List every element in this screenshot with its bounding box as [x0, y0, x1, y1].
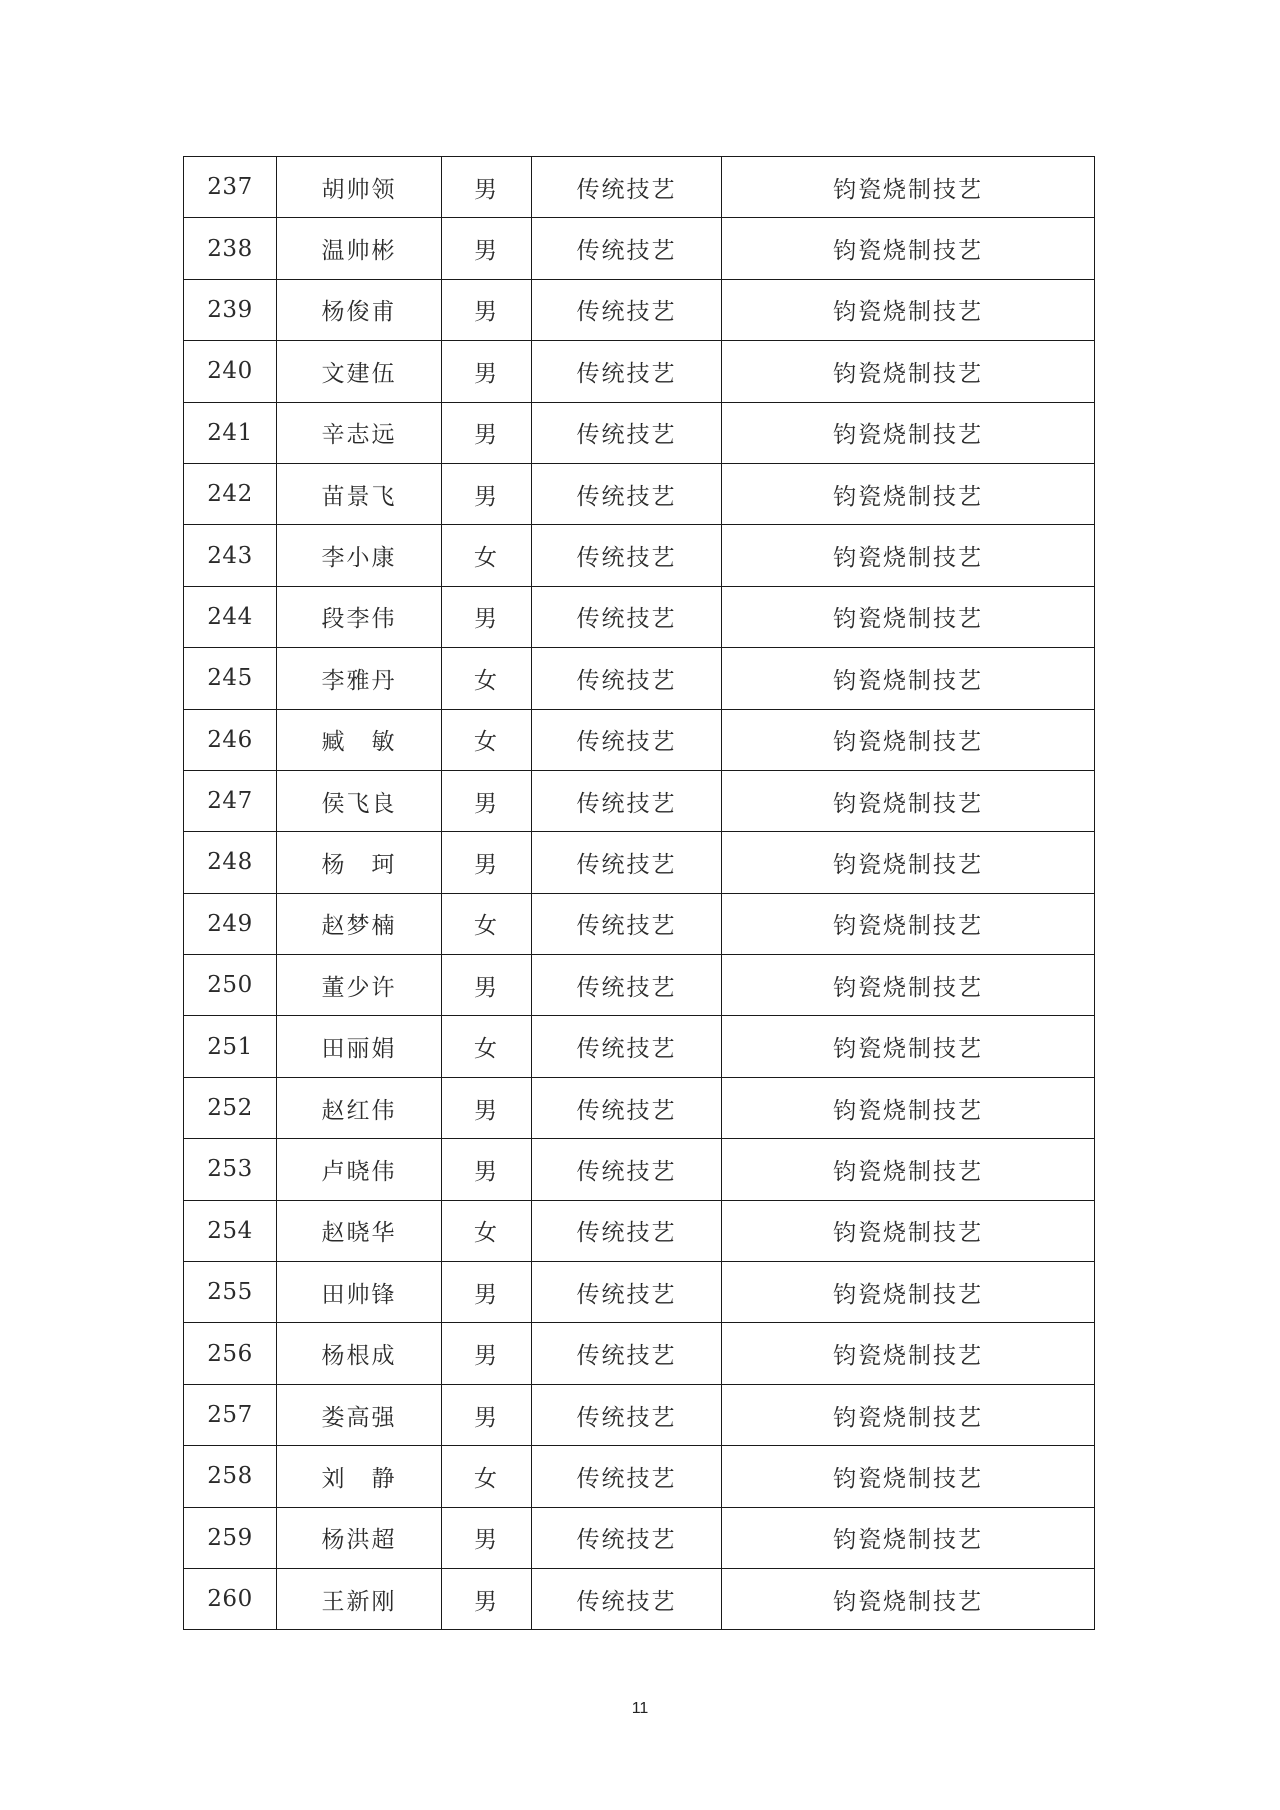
- cell-category: 传统技艺: [532, 218, 722, 279]
- cell-project: 钧瓷烧制技艺: [722, 402, 1095, 463]
- cell-number: 251: [184, 1016, 277, 1077]
- cell-category: 传统技艺: [532, 525, 722, 586]
- cell-gender: 男: [442, 218, 532, 279]
- cell-category: 传统技艺: [532, 1446, 722, 1507]
- cell-project: 钧瓷烧制技艺: [722, 1323, 1095, 1384]
- cell-project: 钧瓷烧制技艺: [722, 955, 1095, 1016]
- cell-project: 钧瓷烧制技艺: [722, 1507, 1095, 1568]
- table-row: [184, 463, 1095, 524]
- cell-name: 文建伍: [277, 341, 442, 402]
- cell-number: 237: [184, 157, 277, 218]
- cell-gender: 女: [442, 709, 532, 770]
- cell-category: 传统技艺: [532, 1507, 722, 1568]
- cell-gender: 男: [442, 402, 532, 463]
- cell-category: 传统技艺: [532, 709, 722, 770]
- cell-project: 钧瓷烧制技艺: [722, 1568, 1095, 1629]
- table-row: [184, 1446, 1095, 1507]
- cell-name: 胡帅领: [277, 157, 442, 218]
- roster-table: [183, 156, 1095, 1630]
- table-row: [184, 955, 1095, 1016]
- table-row: [184, 770, 1095, 831]
- cell-number: 238: [184, 218, 277, 279]
- cell-category: 传统技艺: [532, 832, 722, 893]
- cell-name: 赵梦楠: [277, 893, 442, 954]
- cell-number: 256: [184, 1323, 277, 1384]
- cell-number: 239: [184, 279, 277, 340]
- cell-gender: 男: [442, 279, 532, 340]
- cell-name: 侯飞良: [277, 770, 442, 831]
- cell-name: 董少许: [277, 955, 442, 1016]
- table-row: [184, 1323, 1095, 1384]
- cell-category: 传统技艺: [532, 1262, 722, 1323]
- cell-gender: 女: [442, 1446, 532, 1507]
- cell-number: 253: [184, 1139, 277, 1200]
- cell-number: 240: [184, 341, 277, 402]
- cell-number: 241: [184, 402, 277, 463]
- cell-project: 钧瓷烧制技艺: [722, 709, 1095, 770]
- cell-category: 传统技艺: [532, 893, 722, 954]
- cell-name: 娄高强: [277, 1384, 442, 1445]
- roster-table-body: [184, 157, 1095, 1630]
- cell-category: 传统技艺: [532, 1139, 722, 1200]
- cell-category: 传统技艺: [532, 1016, 722, 1077]
- cell-number: 245: [184, 648, 277, 709]
- table-row: [184, 709, 1095, 770]
- cell-project: 钧瓷烧制技艺: [722, 279, 1095, 340]
- cell-category: 传统技艺: [532, 341, 722, 402]
- table-row: [184, 402, 1095, 463]
- cell-gender: 男: [442, 157, 532, 218]
- cell-gender: 男: [442, 1507, 532, 1568]
- table-row: [184, 341, 1095, 402]
- cell-gender: 男: [442, 1323, 532, 1384]
- cell-gender: 男: [442, 1568, 532, 1629]
- table-row: [184, 1384, 1095, 1445]
- table-row: [184, 1568, 1095, 1629]
- cell-gender: 女: [442, 1016, 532, 1077]
- cell-gender: 男: [442, 1077, 532, 1138]
- table-row: [184, 832, 1095, 893]
- cell-name: 杨洪超: [277, 1507, 442, 1568]
- cell-name: 苗景飞: [277, 463, 442, 524]
- cell-gender: 男: [442, 586, 532, 647]
- cell-number: 257: [184, 1384, 277, 1445]
- table-row: [184, 157, 1095, 218]
- cell-gender: 男: [442, 1139, 532, 1200]
- cell-category: 传统技艺: [532, 1568, 722, 1629]
- table-row: [184, 1262, 1095, 1323]
- cell-category: 传统技艺: [532, 402, 722, 463]
- cell-category: 传统技艺: [532, 1077, 722, 1138]
- table-row: [184, 1139, 1095, 1200]
- page-number: 11: [631, 1700, 649, 1717]
- cell-number: 254: [184, 1200, 277, 1261]
- cell-project: 钧瓷烧制技艺: [722, 1139, 1095, 1200]
- cell-name: 刘 静: [277, 1446, 442, 1507]
- table-row: [184, 1200, 1095, 1261]
- cell-name: 杨 珂: [277, 832, 442, 893]
- cell-name: 卢晓伟: [277, 1139, 442, 1200]
- cell-category: 传统技艺: [532, 463, 722, 524]
- cell-name: 李小康: [277, 525, 442, 586]
- table-row: [184, 893, 1095, 954]
- table-row: [184, 1016, 1095, 1077]
- cell-gender: 女: [442, 893, 532, 954]
- cell-project: 钧瓷烧制技艺: [722, 770, 1095, 831]
- table-row: [184, 1507, 1095, 1568]
- cell-name: 王新刚: [277, 1568, 442, 1629]
- cell-name: 辛志远: [277, 402, 442, 463]
- cell-number: 259: [184, 1507, 277, 1568]
- cell-number: 248: [184, 832, 277, 893]
- cell-project: 钧瓷烧制技艺: [722, 586, 1095, 647]
- cell-number: 252: [184, 1077, 277, 1138]
- cell-project: 钧瓷烧制技艺: [722, 893, 1095, 954]
- cell-name: 臧 敏: [277, 709, 442, 770]
- cell-number: 258: [184, 1446, 277, 1507]
- cell-project: 钧瓷烧制技艺: [722, 1200, 1095, 1261]
- cell-name: 田帅锋: [277, 1262, 442, 1323]
- cell-number: 244: [184, 586, 277, 647]
- cell-category: 传统技艺: [532, 770, 722, 831]
- table-row: [184, 279, 1095, 340]
- cell-category: 传统技艺: [532, 1200, 722, 1261]
- cell-category: 传统技艺: [532, 1323, 722, 1384]
- cell-project: 钧瓷烧制技艺: [722, 1446, 1095, 1507]
- cell-project: 钧瓷烧制技艺: [722, 218, 1095, 279]
- cell-name: 温帅彬: [277, 218, 442, 279]
- cell-category: 传统技艺: [532, 955, 722, 1016]
- cell-project: 钧瓷烧制技艺: [722, 341, 1095, 402]
- cell-category: 传统技艺: [532, 586, 722, 647]
- cell-category: 传统技艺: [532, 1384, 722, 1445]
- cell-project: 钧瓷烧制技艺: [722, 463, 1095, 524]
- cell-project: 钧瓷烧制技艺: [722, 1384, 1095, 1445]
- cell-name: 杨根成: [277, 1323, 442, 1384]
- cell-gender: 男: [442, 770, 532, 831]
- cell-number: 243: [184, 525, 277, 586]
- table-row: [184, 525, 1095, 586]
- cell-name: 赵红伟: [277, 1077, 442, 1138]
- cell-number: 249: [184, 893, 277, 954]
- cell-name: 李雅丹: [277, 648, 442, 709]
- cell-project: 钧瓷烧制技艺: [722, 157, 1095, 218]
- cell-number: 260: [184, 1568, 277, 1629]
- cell-name: 杨俊甫: [277, 279, 442, 340]
- cell-number: 242: [184, 463, 277, 524]
- table-row: [184, 648, 1095, 709]
- cell-category: 传统技艺: [532, 279, 722, 340]
- cell-project: 钧瓷烧制技艺: [722, 648, 1095, 709]
- table-row: [184, 586, 1095, 647]
- cell-name: 赵晓华: [277, 1200, 442, 1261]
- cell-project: 钧瓷烧制技艺: [722, 1016, 1095, 1077]
- cell-name: 田丽娟: [277, 1016, 442, 1077]
- cell-number: 250: [184, 955, 277, 1016]
- cell-project: 钧瓷烧制技艺: [722, 1262, 1095, 1323]
- table-row: [184, 218, 1095, 279]
- cell-gender: 女: [442, 648, 532, 709]
- cell-gender: 男: [442, 955, 532, 1016]
- cell-project: 钧瓷烧制技艺: [722, 832, 1095, 893]
- cell-gender: 男: [442, 463, 532, 524]
- cell-gender: 男: [442, 1384, 532, 1445]
- cell-gender: 男: [442, 832, 532, 893]
- cell-number: 247: [184, 770, 277, 831]
- cell-project: 钧瓷烧制技艺: [722, 1077, 1095, 1138]
- table-row: [184, 1077, 1095, 1138]
- cell-gender: 男: [442, 1262, 532, 1323]
- cell-name: 段李伟: [277, 586, 442, 647]
- cell-category: 传统技艺: [532, 648, 722, 709]
- cell-gender: 女: [442, 1200, 532, 1261]
- cell-gender: 女: [442, 525, 532, 586]
- cell-project: 钧瓷烧制技艺: [722, 525, 1095, 586]
- cell-category: 传统技艺: [532, 157, 722, 218]
- cell-gender: 男: [442, 341, 532, 402]
- cell-number: 246: [184, 709, 277, 770]
- cell-number: 255: [184, 1262, 277, 1323]
